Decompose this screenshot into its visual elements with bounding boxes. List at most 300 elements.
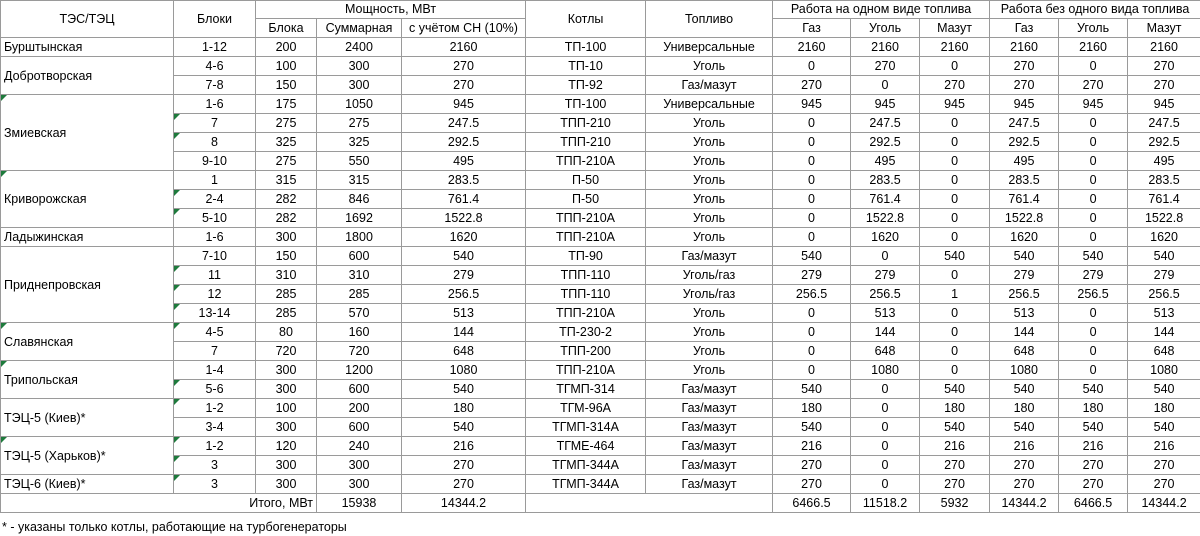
cell-without-mazut: 495 xyxy=(1128,152,1200,171)
cell-blocks: 11 xyxy=(174,266,256,285)
totals-without-coal: 6466.5 xyxy=(1059,494,1128,513)
cell-boiler: ТГМП-314 xyxy=(526,380,646,399)
cell-without-mazut: 292.5 xyxy=(1128,133,1200,152)
cell-fuel: Уголь xyxy=(646,152,773,171)
cell-single-coal: 270 xyxy=(851,57,920,76)
cell-without-gas: 216 xyxy=(990,437,1059,456)
cell-fuel: Газ/мазут xyxy=(646,399,773,418)
cell-single-gas: 180 xyxy=(773,399,851,418)
cell-power-total: 846 xyxy=(317,190,402,209)
cell-single-coal: 283.5 xyxy=(851,171,920,190)
cell-without-gas: 513 xyxy=(990,304,1059,323)
cell-power-sn: 540 xyxy=(402,380,526,399)
cell-single-mazut: 0 xyxy=(920,190,990,209)
cell-blocks: 5-10 xyxy=(174,209,256,228)
cell-without-coal: 0 xyxy=(1059,171,1128,190)
cell-single-coal: 945 xyxy=(851,95,920,114)
cell-single-gas: 0 xyxy=(773,209,851,228)
cell-single-gas: 270 xyxy=(773,76,851,95)
cell-single-gas: 540 xyxy=(773,380,851,399)
cell-single-mazut: 0 xyxy=(920,228,990,247)
cell-fuel: Уголь xyxy=(646,171,773,190)
cell-power-block: 80 xyxy=(256,323,317,342)
cell-single-mazut: 0 xyxy=(920,209,990,228)
cell-plant: Добротворская xyxy=(1,57,174,95)
cell-boiler: ТПП-200 xyxy=(526,342,646,361)
header-blocks: Блоки xyxy=(174,1,256,38)
cell-boiler: ТПП-210А xyxy=(526,304,646,323)
totals-single-mazut: 5932 xyxy=(920,494,990,513)
cell-single-gas: 270 xyxy=(773,456,851,475)
cell-without-mazut: 256.5 xyxy=(1128,285,1200,304)
table-row xyxy=(1,57,1200,76)
cell-single-gas: 2160 xyxy=(773,38,851,57)
cell-single-coal: 144 xyxy=(851,323,920,342)
cell-without-gas: 540 xyxy=(990,418,1059,437)
totals-without-mazut: 14344.2 xyxy=(1128,494,1200,513)
cell-power-block: 300 xyxy=(256,475,317,494)
table-row xyxy=(1,38,1200,57)
cell-plant: Славянская xyxy=(1,323,174,361)
table-row xyxy=(1,114,1200,133)
table-row xyxy=(1,342,1200,361)
cell-power-total: 325 xyxy=(317,133,402,152)
cell-power-sn: 495 xyxy=(402,152,526,171)
totals-total: 15938 xyxy=(317,494,402,513)
cell-plant: Трипольская xyxy=(1,361,174,399)
cell-single-mazut: 2160 xyxy=(920,38,990,57)
cell-single-gas: 0 xyxy=(773,304,851,323)
cell-fuel: Уголь xyxy=(646,304,773,323)
cell-fuel: Уголь xyxy=(646,342,773,361)
cell-single-gas: 0 xyxy=(773,190,851,209)
totals-sn: 14344.2 xyxy=(402,494,526,513)
cell-without-gas: 495 xyxy=(990,152,1059,171)
cell-without-mazut: 2160 xyxy=(1128,38,1200,57)
cell-single-mazut: 216 xyxy=(920,437,990,456)
cell-blocks: 4-5 xyxy=(174,323,256,342)
cell-blocks: 1-6 xyxy=(174,228,256,247)
cell-without-coal: 0 xyxy=(1059,323,1128,342)
cell-boiler: ТП-10 xyxy=(526,57,646,76)
cell-power-total: 2400 xyxy=(317,38,402,57)
cell-fuel: Уголь xyxy=(646,209,773,228)
cell-without-mazut: 648 xyxy=(1128,342,1200,361)
cell-fuel: Газ/мазут xyxy=(646,380,773,399)
cell-blocks: 7 xyxy=(174,114,256,133)
cell-without-mazut: 1522.8 xyxy=(1128,209,1200,228)
cell-single-coal: 247.5 xyxy=(851,114,920,133)
cell-blocks: 7-10 xyxy=(174,247,256,266)
cell-single-coal: 1080 xyxy=(851,361,920,380)
cell-blocks: 13-14 xyxy=(174,304,256,323)
cell-blocks: 7-8 xyxy=(174,76,256,95)
cell-without-coal: 0 xyxy=(1059,304,1128,323)
cell-single-coal: 279 xyxy=(851,266,920,285)
cell-without-coal: 540 xyxy=(1059,418,1128,437)
cell-power-total: 1200 xyxy=(317,361,402,380)
cell-boiler: ТГМП-314А xyxy=(526,418,646,437)
cell-single-mazut: 0 xyxy=(920,152,990,171)
cell-without-coal: 279 xyxy=(1059,266,1128,285)
cell-boiler: ТПП-210А xyxy=(526,152,646,171)
cell-power-total: 285 xyxy=(317,285,402,304)
cell-blocks: 9-10 xyxy=(174,152,256,171)
table-row xyxy=(1,209,1200,228)
cell-power-sn: 1522.8 xyxy=(402,209,526,228)
cell-single-coal: 495 xyxy=(851,152,920,171)
cell-blocks: 1-2 xyxy=(174,399,256,418)
cell-without-coal: 270 xyxy=(1059,76,1128,95)
cell-without-gas: 144 xyxy=(990,323,1059,342)
cell-single-gas: 945 xyxy=(773,95,851,114)
cell-power-total: 600 xyxy=(317,247,402,266)
cell-without-gas: 1080 xyxy=(990,361,1059,380)
cell-single-mazut: 0 xyxy=(920,342,990,361)
cell-without-gas: 292.5 xyxy=(990,133,1059,152)
cell-blocks: 3-4 xyxy=(174,418,256,437)
cell-blocks: 8 xyxy=(174,133,256,152)
cell-without-gas: 270 xyxy=(990,456,1059,475)
cell-power-block: 310 xyxy=(256,266,317,285)
cell-boiler: П-50 xyxy=(526,171,646,190)
totals-single-coal: 11518.2 xyxy=(851,494,920,513)
cell-single-coal: 2160 xyxy=(851,38,920,57)
cell-boiler: ТПП-110 xyxy=(526,285,646,304)
cell-single-coal: 0 xyxy=(851,456,920,475)
cell-without-mazut: 216 xyxy=(1128,437,1200,456)
cell-single-mazut: 0 xyxy=(920,304,990,323)
cell-without-gas: 1620 xyxy=(990,228,1059,247)
cell-power-block: 300 xyxy=(256,361,317,380)
cell-fuel: Универсальные xyxy=(646,38,773,57)
cell-without-gas: 648 xyxy=(990,342,1059,361)
cell-fuel: Уголь/газ xyxy=(646,285,773,304)
cell-power-block: 150 xyxy=(256,76,317,95)
cell-power-total: 1050 xyxy=(317,95,402,114)
cell-power-sn: 279 xyxy=(402,266,526,285)
header-boilers: Котлы xyxy=(526,1,646,38)
header-without-gas: Газ xyxy=(990,19,1059,38)
cell-blocks: 1-12 xyxy=(174,38,256,57)
cell-without-mazut: 540 xyxy=(1128,380,1200,399)
table-row xyxy=(1,95,1200,114)
cell-single-gas: 216 xyxy=(773,437,851,456)
cell-fuel: Уголь xyxy=(646,114,773,133)
cell-blocks: 4-6 xyxy=(174,57,256,76)
cell-single-coal: 0 xyxy=(851,399,920,418)
cell-power-sn: 2160 xyxy=(402,38,526,57)
cell-without-mazut: 1080 xyxy=(1128,361,1200,380)
header-tes: ТЭС/ТЭЦ xyxy=(1,1,174,38)
cell-single-mazut: 180 xyxy=(920,399,990,418)
cell-without-coal: 180 xyxy=(1059,399,1128,418)
cell-single-coal: 0 xyxy=(851,437,920,456)
cell-fuel: Уголь xyxy=(646,57,773,76)
cell-power-total: 160 xyxy=(317,323,402,342)
header-single-coal: Уголь xyxy=(851,19,920,38)
cell-fuel: Уголь xyxy=(646,228,773,247)
cell-power-sn: 270 xyxy=(402,57,526,76)
cell-power-block: 100 xyxy=(256,57,317,76)
cell-boiler: ТП-100 xyxy=(526,38,646,57)
cell-power-block: 150 xyxy=(256,247,317,266)
cell-blocks: 1-4 xyxy=(174,361,256,380)
cell-fuel: Уголь xyxy=(646,190,773,209)
cell-single-gas: 0 xyxy=(773,57,851,76)
table-row xyxy=(1,266,1200,285)
cell-single-gas: 279 xyxy=(773,266,851,285)
cell-single-mazut: 270 xyxy=(920,456,990,475)
cell-without-coal: 256.5 xyxy=(1059,285,1128,304)
cell-power-total: 1692 xyxy=(317,209,402,228)
cell-single-mazut: 0 xyxy=(920,266,990,285)
cell-power-sn: 292.5 xyxy=(402,133,526,152)
cell-power-block: 300 xyxy=(256,380,317,399)
cell-without-mazut: 270 xyxy=(1128,57,1200,76)
cell-power-block: 300 xyxy=(256,228,317,247)
table-row xyxy=(1,190,1200,209)
cell-plant: ТЭЦ-5 (Харьков)* xyxy=(1,437,174,475)
cell-single-coal: 761.4 xyxy=(851,190,920,209)
cell-power-sn: 540 xyxy=(402,418,526,437)
cell-single-mazut: 540 xyxy=(920,380,990,399)
cell-single-gas: 270 xyxy=(773,475,851,494)
cell-single-coal: 0 xyxy=(851,76,920,95)
cell-blocks: 1 xyxy=(174,171,256,190)
table-row xyxy=(1,285,1200,304)
cell-single-mazut: 0 xyxy=(920,171,990,190)
table-row xyxy=(1,247,1200,266)
cell-without-coal: 270 xyxy=(1059,456,1128,475)
cell-power-total: 600 xyxy=(317,380,402,399)
cell-without-gas: 2160 xyxy=(990,38,1059,57)
cell-plant: Приднепровская xyxy=(1,247,174,323)
cell-blocks: 5-6 xyxy=(174,380,256,399)
header-single-fuel: Работа на одном виде топлива xyxy=(773,1,990,19)
cell-blocks: 3 xyxy=(174,475,256,494)
cell-boiler: ТПП-210 xyxy=(526,114,646,133)
cell-without-gas: 283.5 xyxy=(990,171,1059,190)
cell-blocks: 1-6 xyxy=(174,95,256,114)
cell-without-gas: 1522.8 xyxy=(990,209,1059,228)
cell-fuel: Уголь xyxy=(646,361,773,380)
totals-single-gas: 6466.5 xyxy=(773,494,851,513)
header-power: Мощность, МВт xyxy=(256,1,526,19)
cell-without-gas: 180 xyxy=(990,399,1059,418)
cell-without-coal: 540 xyxy=(1059,247,1128,266)
cell-without-coal: 0 xyxy=(1059,190,1128,209)
cell-single-coal: 0 xyxy=(851,475,920,494)
cell-single-gas: 0 xyxy=(773,361,851,380)
cell-power-block: 275 xyxy=(256,114,317,133)
cell-single-mazut: 0 xyxy=(920,57,990,76)
cell-without-gas: 540 xyxy=(990,380,1059,399)
cell-boiler: ТП-100 xyxy=(526,95,646,114)
cell-power-total: 240 xyxy=(317,437,402,456)
table-row xyxy=(1,475,1200,494)
cell-fuel: Уголь/газ xyxy=(646,266,773,285)
cell-single-gas: 0 xyxy=(773,342,851,361)
cell-without-coal: 216 xyxy=(1059,437,1128,456)
cell-without-mazut: 247.5 xyxy=(1128,114,1200,133)
cell-power-sn: 1080 xyxy=(402,361,526,380)
cell-without-mazut: 540 xyxy=(1128,247,1200,266)
cell-fuel: Уголь xyxy=(646,323,773,342)
cell-single-gas: 0 xyxy=(773,114,851,133)
cell-fuel: Уголь xyxy=(646,133,773,152)
table-row xyxy=(1,304,1200,323)
cell-power-total: 550 xyxy=(317,152,402,171)
cell-without-mazut: 270 xyxy=(1128,475,1200,494)
cell-power-total: 600 xyxy=(317,418,402,437)
cell-boiler: ТГМЕ-464 xyxy=(526,437,646,456)
cell-power-sn: 945 xyxy=(402,95,526,114)
cell-without-mazut: 540 xyxy=(1128,418,1200,437)
cell-power-total: 310 xyxy=(317,266,402,285)
cell-plant: Криворожская xyxy=(1,171,174,228)
cell-boiler: ТПП-210А xyxy=(526,361,646,380)
cell-power-total: 275 xyxy=(317,114,402,133)
cell-single-gas: 0 xyxy=(773,152,851,171)
table-row xyxy=(1,76,1200,95)
cell-without-gas: 256.5 xyxy=(990,285,1059,304)
cell-single-gas: 540 xyxy=(773,247,851,266)
table-row xyxy=(1,418,1200,437)
cell-without-gas: 247.5 xyxy=(990,114,1059,133)
cell-single-coal: 256.5 xyxy=(851,285,920,304)
cell-without-gas: 540 xyxy=(990,247,1059,266)
table-row xyxy=(1,361,1200,380)
cell-power-sn: 648 xyxy=(402,342,526,361)
cell-boiler: ТГМП-344А xyxy=(526,456,646,475)
cell-power-total: 720 xyxy=(317,342,402,361)
cell-power-sn: 216 xyxy=(402,437,526,456)
table-row xyxy=(1,171,1200,190)
cell-without-mazut: 513 xyxy=(1128,304,1200,323)
cell-without-coal: 0 xyxy=(1059,133,1128,152)
cell-without-coal: 0 xyxy=(1059,228,1128,247)
cell-fuel: Универсальные xyxy=(646,95,773,114)
cell-without-gas: 945 xyxy=(990,95,1059,114)
cell-power-total: 300 xyxy=(317,456,402,475)
cell-power-sn: 540 xyxy=(402,247,526,266)
cell-single-gas: 0 xyxy=(773,171,851,190)
header-single-gas: Газ xyxy=(773,19,851,38)
table-row xyxy=(1,152,1200,171)
cell-single-coal: 648 xyxy=(851,342,920,361)
cell-without-gas: 270 xyxy=(990,475,1059,494)
cell-without-mazut: 283.5 xyxy=(1128,171,1200,190)
cell-fuel: Газ/мазут xyxy=(646,437,773,456)
cell-single-mazut: 945 xyxy=(920,95,990,114)
cell-single-gas: 0 xyxy=(773,228,851,247)
footnote: * - указаны только котлы, работающие на турбогенераторы xyxy=(2,520,347,534)
cell-single-mazut: 1 xyxy=(920,285,990,304)
totals-row xyxy=(1,494,1200,513)
cell-single-coal: 513 xyxy=(851,304,920,323)
cell-boiler: П-50 xyxy=(526,190,646,209)
cell-without-mazut: 1620 xyxy=(1128,228,1200,247)
cell-without-mazut: 270 xyxy=(1128,456,1200,475)
cell-single-coal: 1620 xyxy=(851,228,920,247)
totals-label: Итого, МВт xyxy=(1,494,317,513)
cell-power-total: 300 xyxy=(317,57,402,76)
cell-without-coal: 0 xyxy=(1059,209,1128,228)
cell-single-mazut: 0 xyxy=(920,133,990,152)
cell-fuel: Газ/мазут xyxy=(646,475,773,494)
cell-single-coal: 1522.8 xyxy=(851,209,920,228)
cell-power-sn: 144 xyxy=(402,323,526,342)
cell-power-sn: 513 xyxy=(402,304,526,323)
cell-power-total: 570 xyxy=(317,304,402,323)
cell-power-sn: 256.5 xyxy=(402,285,526,304)
cell-power-block: 285 xyxy=(256,304,317,323)
table-row xyxy=(1,437,1200,456)
cell-fuel: Газ/мазут xyxy=(646,418,773,437)
cell-power-total: 315 xyxy=(317,171,402,190)
header-without-mazut: Мазут xyxy=(1128,19,1200,38)
cell-without-mazut: 144 xyxy=(1128,323,1200,342)
cell-power-sn: 283.5 xyxy=(402,171,526,190)
cell-plant: ТЭЦ-5 (Киев)* xyxy=(1,399,174,437)
cell-plant: Бурштынская xyxy=(1,38,174,57)
cell-power-total: 200 xyxy=(317,399,402,418)
totals-empty xyxy=(526,494,773,513)
cell-boiler: ТПП-210А xyxy=(526,209,646,228)
cell-without-gas: 279 xyxy=(990,266,1059,285)
cell-single-mazut: 0 xyxy=(920,361,990,380)
cell-boiler: ТП-92 xyxy=(526,76,646,95)
cell-single-coal: 0 xyxy=(851,380,920,399)
cell-without-mazut: 270 xyxy=(1128,76,1200,95)
cell-power-block: 100 xyxy=(256,399,317,418)
cell-without-coal: 0 xyxy=(1059,152,1128,171)
cell-without-gas: 270 xyxy=(990,76,1059,95)
cell-power-block: 300 xyxy=(256,418,317,437)
cell-single-coal: 292.5 xyxy=(851,133,920,152)
cell-power-sn: 1620 xyxy=(402,228,526,247)
cell-without-gas: 270 xyxy=(990,57,1059,76)
cell-blocks: 1-2 xyxy=(174,437,256,456)
cell-power-sn: 761.4 xyxy=(402,190,526,209)
cell-fuel: Газ/мазут xyxy=(646,247,773,266)
cell-without-mazut: 180 xyxy=(1128,399,1200,418)
cell-power-block: 275 xyxy=(256,152,317,171)
cell-single-mazut: 270 xyxy=(920,475,990,494)
cell-without-mazut: 945 xyxy=(1128,95,1200,114)
cell-blocks: 12 xyxy=(174,285,256,304)
table-row xyxy=(1,456,1200,475)
cell-plant: Ладыжинская xyxy=(1,228,174,247)
cell-without-coal: 945 xyxy=(1059,95,1128,114)
header-fuel: Топливо xyxy=(646,1,773,38)
cell-single-mazut: 270 xyxy=(920,76,990,95)
cell-power-sn: 247.5 xyxy=(402,114,526,133)
cell-power-block: 282 xyxy=(256,190,317,209)
table-row xyxy=(1,323,1200,342)
cell-power-sn: 270 xyxy=(402,456,526,475)
cell-without-coal: 540 xyxy=(1059,380,1128,399)
cell-power-block: 285 xyxy=(256,285,317,304)
cell-without-coal: 0 xyxy=(1059,114,1128,133)
cell-boiler: ТП-90 xyxy=(526,247,646,266)
cell-blocks: 2-4 xyxy=(174,190,256,209)
cell-plant: ТЭЦ-6 (Киев)* xyxy=(1,475,174,494)
cell-single-coal: 0 xyxy=(851,418,920,437)
cell-boiler: ТП-230-2 xyxy=(526,323,646,342)
cell-single-mazut: 540 xyxy=(920,418,990,437)
